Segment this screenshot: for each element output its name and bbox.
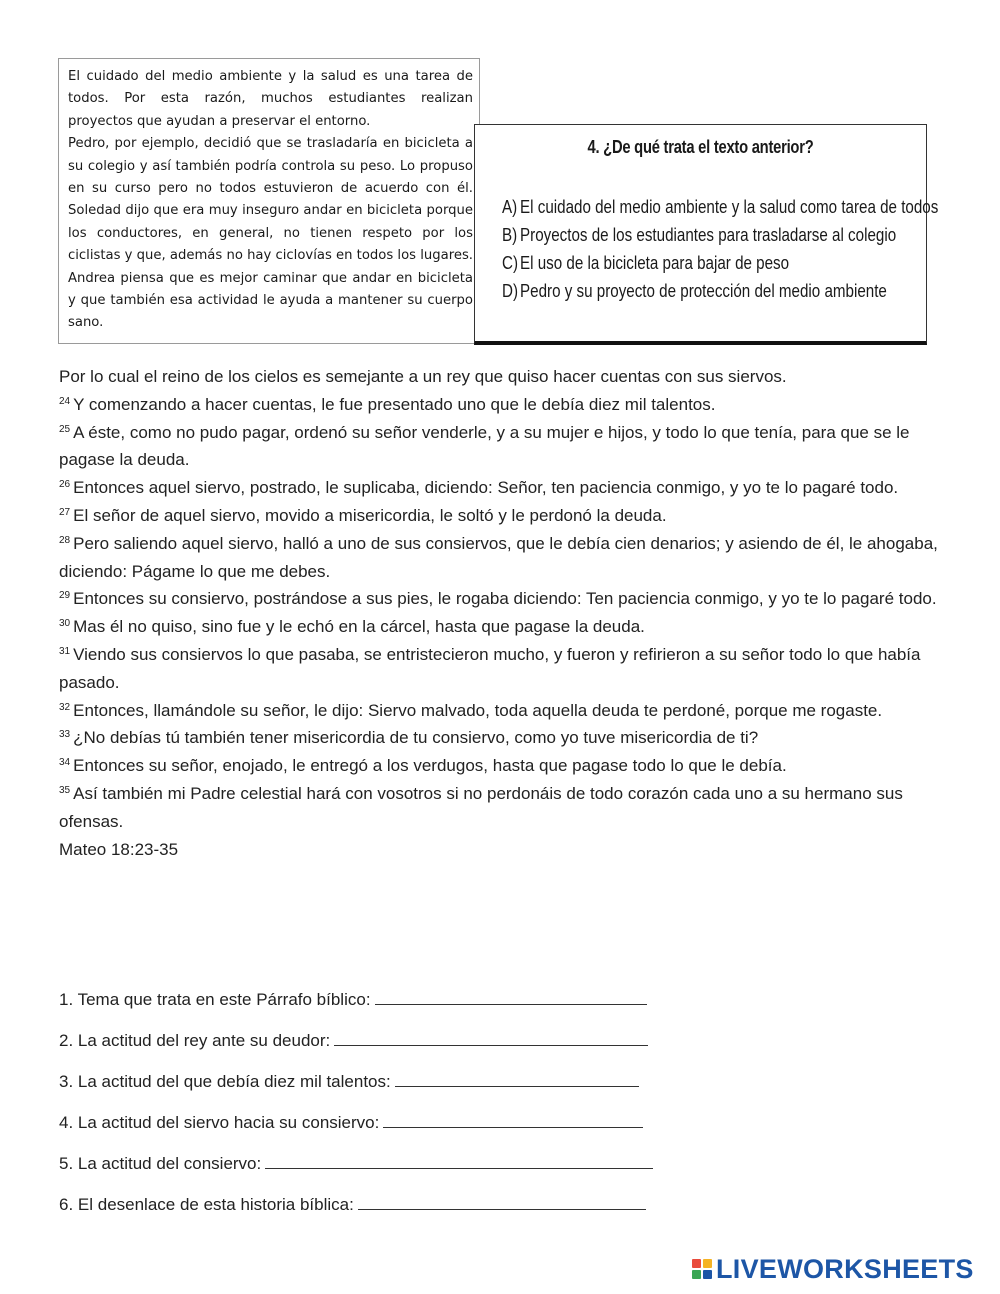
logo-square-blue bbox=[703, 1270, 712, 1279]
question-2: 2. La actitud del rey ante su deudor: bbox=[59, 1027, 759, 1068]
question-5: 5. La actitud del consiervo: bbox=[59, 1150, 759, 1191]
option-d[interactable]: D) Pedro y su proyecto de protección del medio ambiente bbox=[502, 280, 887, 301]
verse-25: $^{25}$ A éste, como no pudo pagar, ordenó su señor venderle, y a su mujer e hijos, y todo lo que tenía, para que se le pagase la deuda. bbox=[59, 422, 910, 470]
bible-passage bbox=[59, 363, 939, 863]
verse-35: $^{35}$ Así también mi Padre celestial hará con vosotros si no perdonáis de todo corazón cada uno a su hermano sus ofensas. bbox=[59, 783, 903, 831]
liveworksheets-logo bbox=[692, 1254, 974, 1284]
verse-27: $^{27}$ El señor de aquel siervo, movido a misericordia, le soltó y le perdonó la deuda. bbox=[59, 505, 667, 525]
reading-passage bbox=[58, 58, 480, 344]
verse-31: $^{31}$ Viendo sus consiervos lo que pasaba, se entristecieron mucho, y fueron y refirieron a su señor todo lo que había pasado. bbox=[59, 644, 921, 692]
option-a[interactable]: A) El cuidado del medio ambiente y la salud como tarea de todos bbox=[502, 196, 939, 217]
bible-reference: Mateo 18:23-35 bbox=[59, 839, 179, 859]
passage-paragraph-1: El cuidado del medio ambiente y la salud es una tarea de todos. Por esta razón, muchos estudiantes realizan proyectos que ayudan a preservar el entorno. bbox=[68, 69, 473, 129]
verse-24: $^{24}$ Y comenzando a hacer cuentas, le fue presentado uno que le debía diez mil talentos. bbox=[59, 394, 716, 414]
logo-square-green bbox=[692, 1270, 701, 1279]
question-3: 3. La actitud del que debía diez mil talentos: bbox=[59, 1068, 759, 1109]
verse-26: $^{26}$ Entonces aquel siervo, postrado, le suplicaba, diciendo: Señor, ten paciencia conmigo, y yo te lo pagaré todo. bbox=[59, 478, 899, 498]
logo-mark-icon bbox=[692, 1259, 712, 1279]
option-c[interactable]: C) El uso de la bicicleta para bajar de peso bbox=[502, 252, 790, 273]
question-title: 4. ¿De qué trata el texto anterior? bbox=[587, 137, 814, 157]
option-b[interactable]: B) Proyectos de los estudiantes para trasladarse al colegio bbox=[502, 224, 897, 245]
question-box bbox=[474, 124, 939, 345]
answer-blank-1[interactable] bbox=[375, 986, 647, 1005]
verse-33: $^{33}$ ¿No debías tú también tener misericordia de tu consiervo, como yo tuve misericordia de ti? bbox=[59, 728, 759, 748]
answer-blank-3[interactable] bbox=[395, 1068, 639, 1087]
bible-intro: Por lo cual el reino de los cielos es semejante a un rey que quiso hacer cuentas con sus siervos. bbox=[59, 367, 787, 386]
question-6: 6. El desenlace de esta historia bíblica: bbox=[59, 1191, 759, 1232]
verse-34: $^{34}$ Entonces su señor, enojado, le entregó a los verdugos, hasta que pagase todo lo que le debía. bbox=[59, 756, 787, 776]
question-1: 1. Tema que trata en este Párrafo bíblico: bbox=[59, 986, 759, 1027]
answer-blank-6[interactable] bbox=[358, 1191, 646, 1210]
verse-32: $^{32}$ Entonces, llamándole su señor, le dijo: Siervo malvado, toda aquella deuda te perdoné, porque me rogaste. bbox=[59, 700, 883, 720]
answer-blank-5[interactable] bbox=[265, 1150, 653, 1169]
verse-30: $^{30}$ Mas él no quiso, sino fue y le echó en la cárcel, hasta que pagase la deuda. bbox=[59, 617, 645, 637]
worksheet-questions bbox=[59, 986, 759, 1232]
passage-paragraph-2: Pedro, por ejemplo, decidió que se trasladaría en bicicleta a su colegio y así también podría controla su peso. Lo propuso en su curso pero no todos estuvieron de acuerdo con él. Soledad dijo que era muy inseguro andar en bicicleta porque los conductores, en general, no tienen respeto por los ciclistas y que, además no hay ciclovías en todos los lugares. Andrea piensa que es mejor caminar que andar en bicicleta y que también esa actividad le ayuda a mantener su cuerpo sano. bbox=[68, 136, 474, 331]
verse-29: $^{29}$ Entonces su consiervo, postrándose a sus pies, le rogaba diciendo: Ten paciencia conmigo, y yo te lo pagaré todo. bbox=[59, 589, 937, 609]
answer-options bbox=[502, 193, 939, 305]
logo-text: LIVEWORKSHEETS bbox=[716, 1253, 974, 1284]
verse-28: $^{28}$ Pero saliendo aquel siervo, halló a uno de sus consiervos, que le debía cien denarios; y asiendo de él, le ahogaba, diciendo: Págame lo que me debes. bbox=[59, 533, 938, 581]
question-4: 4. La actitud del siervo hacia su consiervo: bbox=[59, 1109, 759, 1150]
answer-blank-4[interactable] bbox=[383, 1109, 643, 1128]
answer-blank-2[interactable] bbox=[334, 1027, 648, 1046]
logo-square-red bbox=[692, 1259, 701, 1268]
logo-square-yellow bbox=[703, 1259, 712, 1268]
